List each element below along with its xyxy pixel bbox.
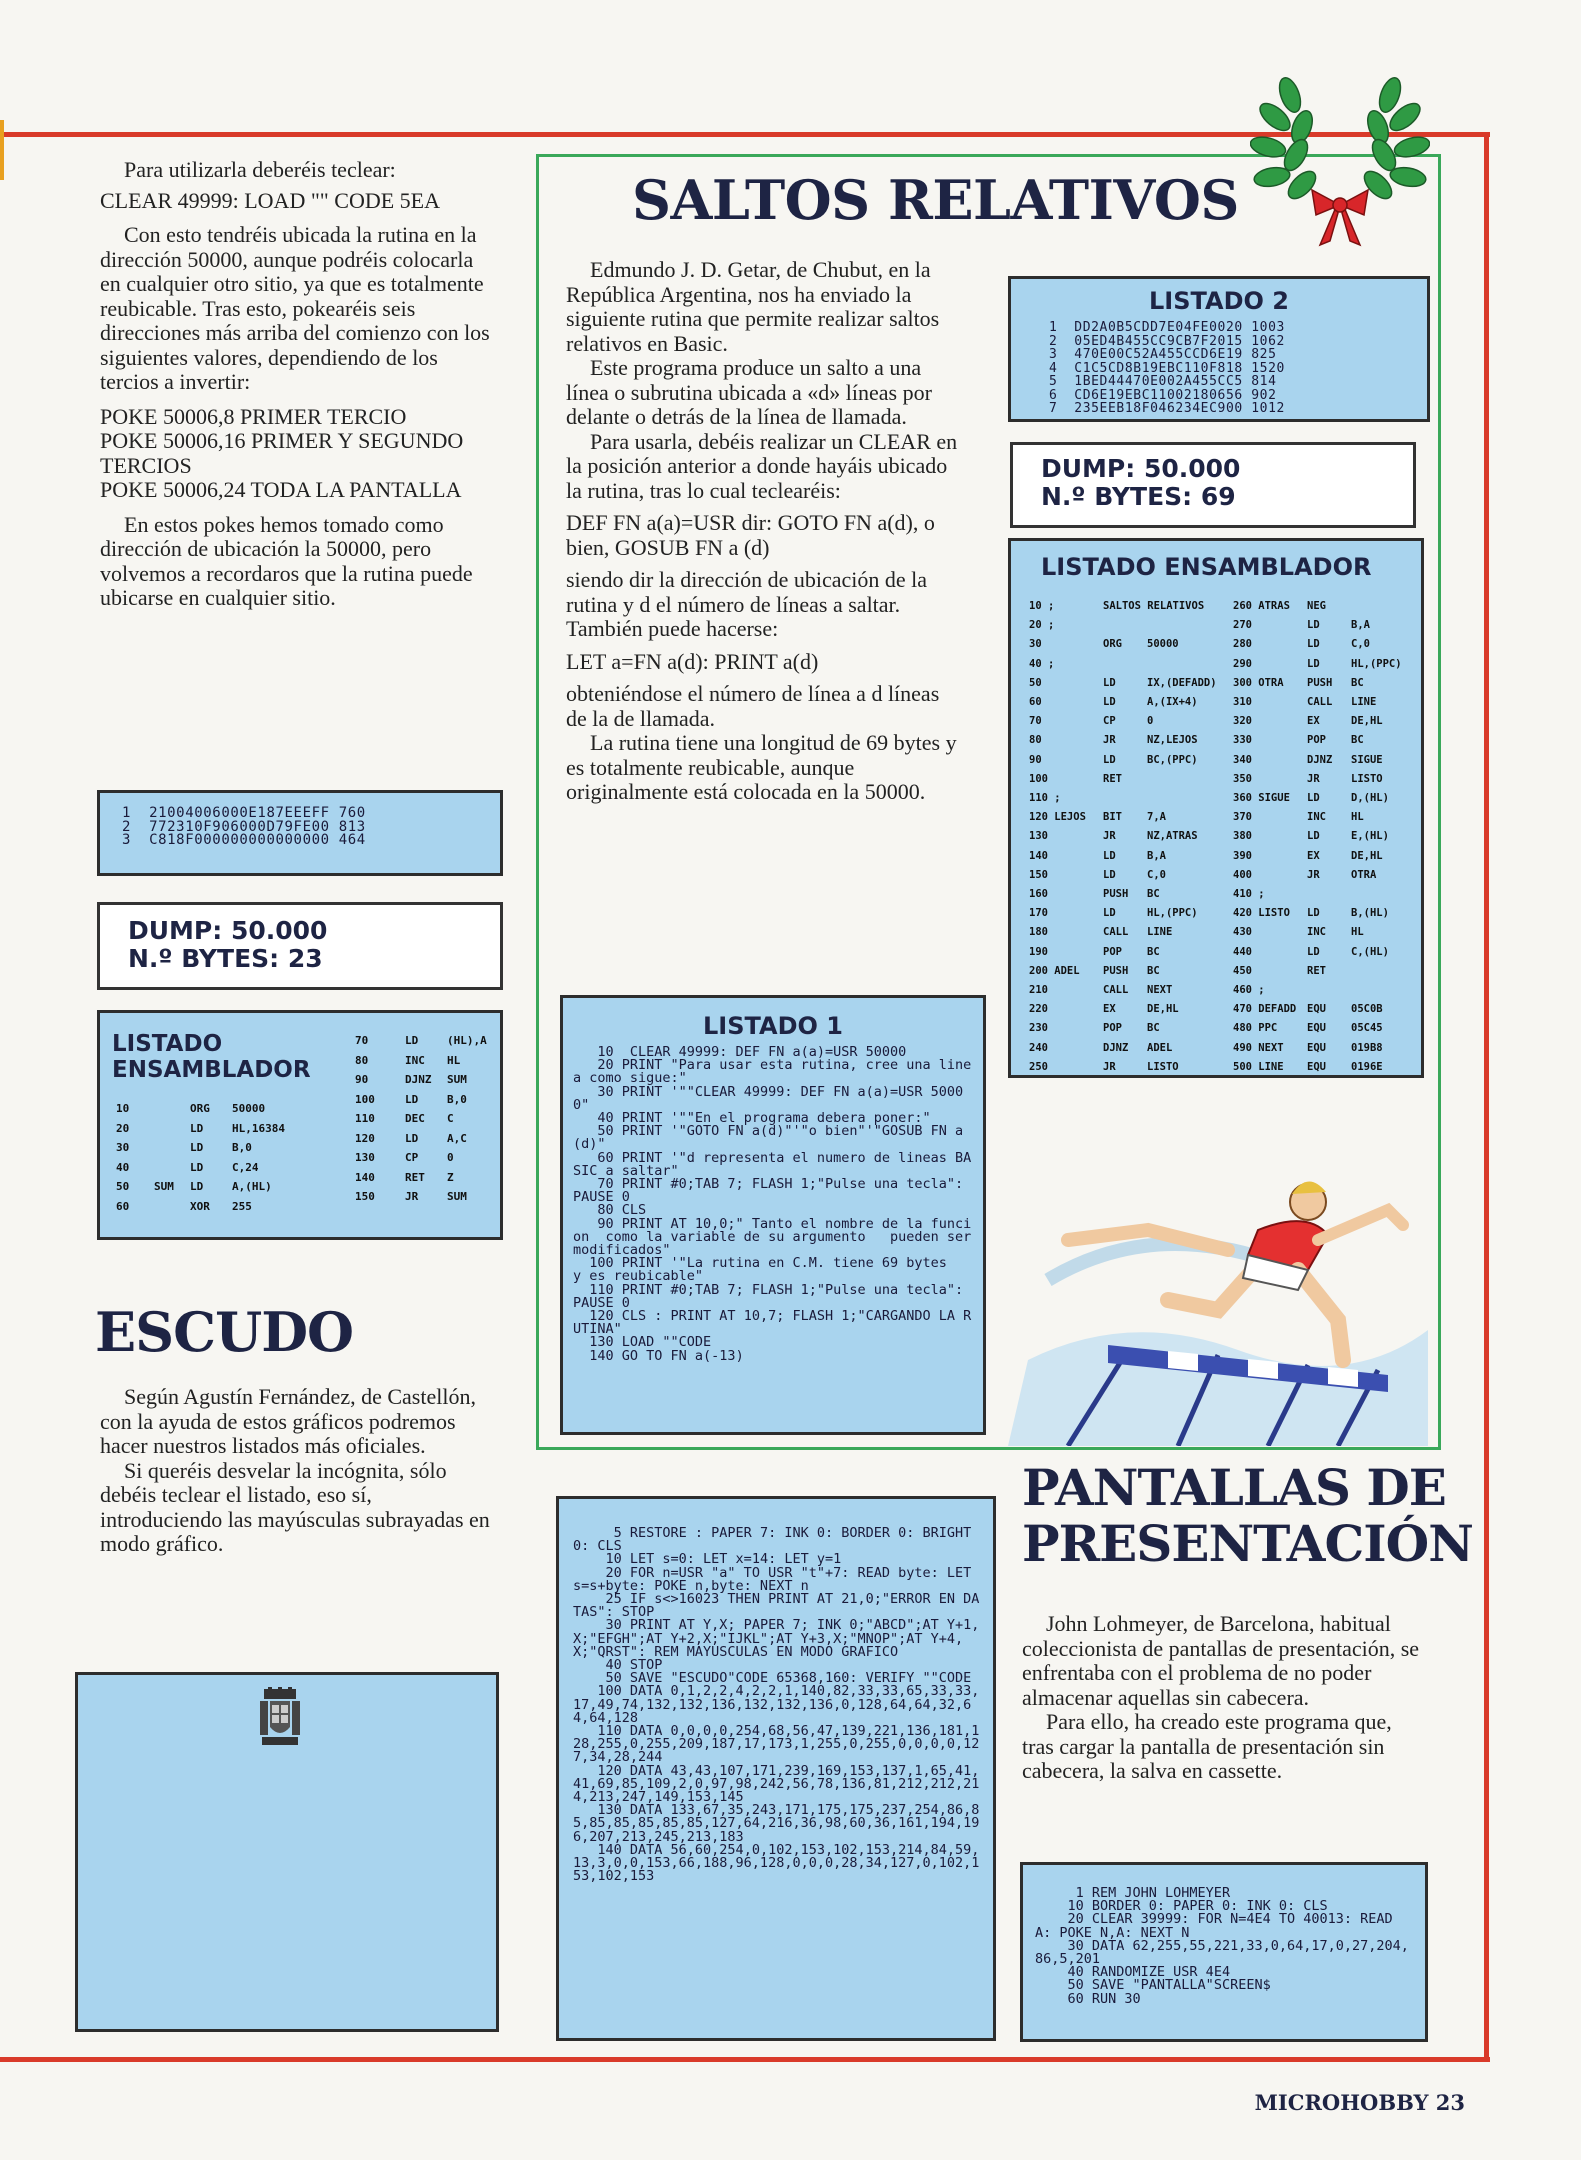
- asm2-cell: B,A: [1147, 849, 1166, 862]
- asm2-cell: [1103, 789, 1143, 808]
- asm2-cell: 270: [1233, 619, 1252, 632]
- asm2-cell: 30: [1029, 638, 1042, 651]
- asm2-cell: BC: [1351, 676, 1364, 689]
- listado-2-line: 2 05ED4B455CC9CB7F2015 1062: [1049, 333, 1285, 349]
- dump-box-1: [97, 902, 503, 990]
- bytes-count: N.º BYTES: 69: [1041, 482, 1236, 511]
- asm2-cell: LD: [1103, 696, 1116, 709]
- asm2-cell: 170: [1029, 907, 1048, 920]
- saltos-text: [566, 258, 958, 805]
- asm-cell: Z: [447, 1170, 454, 1184]
- asm2-cell: 420 LISTO: [1233, 907, 1290, 920]
- para-ubicada: Con esto tendréis ubicada la rutina en la dirección 50000, aunque podréis colocarla en cualquier otro sitio, ya que es totalmente reubicable. Tras esto, pokearéis seis direcciones más arriba del comienzo con los siguientes valores, dependiendo de los tercios a invertir:: [100, 222, 490, 394]
- asm2-cell: LISTO: [1147, 1060, 1179, 1073]
- asm-cell: 70: [355, 1034, 369, 1047]
- asm-cell: CP: [405, 1151, 419, 1164]
- asm2-cell: INC: [1307, 926, 1326, 939]
- asm-cell: 150: [355, 1190, 375, 1203]
- asm2-cell: EQU: [1307, 1041, 1326, 1054]
- asm2-cell: NZ,LEJOS: [1147, 734, 1198, 747]
- asm2-cell: [1147, 655, 1235, 674]
- asm-cell: HL,16384: [232, 1121, 285, 1135]
- asm2-cell: LD: [1307, 619, 1320, 632]
- asm2-cell: PUSH: [1103, 964, 1129, 977]
- asm2-cell: 490 NEXT: [1233, 1041, 1284, 1054]
- asm2-cell: HL: [1351, 926, 1364, 939]
- asm2-cell: BC: [1147, 888, 1160, 901]
- asm2-cell: 130: [1029, 830, 1048, 843]
- hex-listing-box: [97, 790, 503, 876]
- asm2-cell: 019B8: [1351, 1041, 1383, 1054]
- asm-cell: 50000: [232, 1102, 266, 1115]
- asm-cell: LD: [190, 1160, 204, 1174]
- asm-cell: 40: [116, 1160, 130, 1174]
- asm-cell: [393, 1031, 397, 1051]
- asm2-cell: OTRA: [1351, 868, 1377, 881]
- asm2-cell: 390: [1233, 849, 1252, 862]
- asm-cell: C: [447, 1112, 454, 1125]
- asm-cell: B,0: [232, 1141, 252, 1154]
- asm2-cell: [1147, 789, 1235, 808]
- asm-cell: JR: [405, 1190, 419, 1203]
- asm2-cell: 480 PPC: [1233, 1022, 1278, 1035]
- saltos-title: SALTOS RELATIVOS: [632, 168, 1239, 232]
- asm2-rows-b: [1233, 597, 1439, 1077]
- asm2-cell: 20 ;: [1029, 619, 1055, 632]
- asm2-cell: [1147, 770, 1235, 789]
- laurel-wreath-icon: [1250, 55, 1430, 255]
- asm2-cell: B,(HL): [1351, 907, 1389, 920]
- asm2-cell: [1351, 597, 1439, 616]
- asm2-cell: 370: [1233, 811, 1252, 824]
- asm-listing-box-1: [97, 1010, 503, 1240]
- asm2-cell: LINE: [1147, 926, 1173, 939]
- asm2-cell: DJNZ: [1307, 753, 1333, 766]
- asm2-cell: 140: [1029, 849, 1048, 862]
- asm2-cell: EQU: [1307, 1003, 1326, 1016]
- asm-cell: LD: [190, 1180, 204, 1193]
- listado-2-box: [1008, 276, 1430, 422]
- poke-line-1: POKE 50006,8 PRIMER TERCIO: [100, 403, 407, 429]
- page-footer: MICROHOBBY 23: [1254, 2090, 1465, 2115]
- dump-box-2: [1010, 442, 1416, 528]
- asm2-cell: JR: [1103, 830, 1116, 843]
- asm-cell: 60: [116, 1199, 130, 1213]
- asm2-cell: [1103, 655, 1143, 674]
- asm2-cell: LD: [1103, 676, 1116, 689]
- asm2-cell: C,0: [1351, 638, 1370, 651]
- asm2-cell: LD: [1307, 945, 1320, 958]
- asm-cell: INC: [405, 1053, 425, 1067]
- hex-line: 3 C818F000000000000000 464: [122, 832, 366, 848]
- asm-cell: [393, 1051, 397, 1071]
- asm2-cell: HL: [1351, 811, 1364, 824]
- saltos-para-3: Para usarla, debéis realizar un CLEAR en la posición anterior a donde hayáis ubicado la rutina, tras lo cual teclearéis:: [566, 428, 958, 503]
- asm-cell: [393, 1148, 397, 1168]
- asm2-cell: LD: [1103, 868, 1116, 881]
- asm2-cell: 430: [1233, 926, 1252, 939]
- poke-line-3: POKE 50006,24 TODA LA PANTALLA: [100, 477, 462, 502]
- asm2-cell: [1351, 981, 1439, 1000]
- asm2-cell: 350: [1233, 772, 1252, 785]
- asm2-cell: 80: [1029, 734, 1042, 747]
- asm-cell: 100: [355, 1092, 375, 1106]
- listado-2-code: [1011, 315, 1427, 416]
- asm2-cell: SIGUE: [1351, 753, 1383, 766]
- asm2-cell: DE,HL: [1351, 715, 1383, 728]
- asm-cell: 110: [355, 1112, 375, 1125]
- asm-cell: LD: [405, 1034, 419, 1047]
- coat-of-arms-icon: [258, 1687, 302, 1754]
- listado-2-line: 7 235EEB18F046234EC900 1012: [1049, 401, 1285, 416]
- dump-address: DUMP: 50.000: [128, 916, 328, 945]
- pantallas-para-2: Para ello, ha creado este programa que, tras cargar la pantalla de presentación sin cabecera, la salva en cassette.: [1022, 1709, 1392, 1783]
- asm2-cell: BC,(PPC): [1147, 753, 1198, 766]
- saltos-para-1: Edmundo J. D. Getar, de Chubut, en la República Argentina, nos ha enviado la siguiente rutina que permite realizar saltos relativos en Basic.: [566, 257, 940, 356]
- asm2-cell: POP: [1307, 734, 1326, 747]
- asm-cell: LD: [405, 1092, 419, 1106]
- asm2-cell: 50: [1029, 676, 1042, 689]
- saltos-para-5: siendo dir la dirección de ubicación de la rutina y d el número de líneas a saltar. También puede hacerse:: [566, 567, 928, 641]
- asm1-title-line: ENSAMBLADOR: [112, 1057, 311, 1083]
- asm2-cell: B,A: [1351, 619, 1370, 632]
- asm-cell: 0: [447, 1151, 454, 1164]
- asm2-cell: D,(HL): [1351, 792, 1389, 805]
- asm2-cell: JR: [1103, 734, 1116, 747]
- asm1-title-line: LISTADO: [112, 1031, 223, 1057]
- asm2-cell: 450: [1233, 964, 1252, 977]
- asm-cell: 140: [355, 1170, 375, 1184]
- asm1-rows-b: [355, 1031, 507, 1207]
- asm2-cell: 0: [1147, 715, 1154, 728]
- asm2-cell: JR: [1103, 1060, 1116, 1073]
- asm2-cell: 110 ;: [1029, 792, 1061, 805]
- asm2-cell: 250: [1029, 1060, 1048, 1073]
- asm2-cell: 40 ;: [1029, 657, 1055, 670]
- asm2-cell: 320: [1233, 715, 1252, 728]
- asm2-cell: 340: [1233, 753, 1252, 766]
- asm2-cell: HL,(PPC): [1147, 907, 1198, 920]
- asm2-cell: 10 ;: [1029, 600, 1055, 612]
- asm2-cell: EQU: [1307, 1060, 1326, 1073]
- asm2-cell: LD: [1307, 830, 1320, 843]
- asm2-cell: LD: [1307, 638, 1320, 651]
- asm2-cell: JR: [1307, 868, 1320, 881]
- asm-cell: C,24: [232, 1160, 259, 1174]
- asm2-cell: E,(HL): [1351, 830, 1389, 843]
- asm2-cell: [1147, 616, 1235, 635]
- asm-cell: [393, 1070, 397, 1090]
- listado-2-line: 3 470E00C52A455CCD6E19 825: [1049, 347, 1277, 362]
- asm-cell: XOR: [190, 1199, 210, 1213]
- asm2-cell: 300 OTRA: [1233, 676, 1284, 689]
- listado-1-box: [560, 995, 986, 1435]
- para-clear: CLEAR 49999: LOAD "" CODE 5EA: [100, 187, 441, 213]
- asm2-cell: [1307, 885, 1347, 904]
- asm-cell: 50: [116, 1180, 130, 1193]
- listado-2-title: LISTADO 2: [1149, 287, 1289, 315]
- saltos-para-6: LET a=FN a(d): PRINT a(d): [566, 648, 819, 674]
- escudo-para-1: Según Agustín Fernández, de Castellón, con la ayuda de estos gráficos podremos hacer nuestros listados más oficiales.: [100, 1384, 476, 1458]
- bottom-red-rule: [0, 2057, 1490, 2062]
- asm2-cell: 260 ATRAS: [1233, 600, 1290, 612]
- asm-cell: 120: [355, 1131, 375, 1145]
- asm2-cell: 330: [1233, 734, 1252, 747]
- asm-cell: DEC: [405, 1112, 425, 1125]
- asm2-cell: 180: [1029, 926, 1048, 939]
- asm2-cell: LD: [1103, 753, 1116, 766]
- asm2-cell: 200 ADEL: [1029, 964, 1080, 977]
- listado-1-title: LISTADO 1: [703, 1012, 843, 1040]
- pantallas-title: [1022, 1460, 1473, 1572]
- asm2-cell: ADEL: [1147, 1041, 1173, 1054]
- saltos-para-4: DEF FN a(a)=USR dir: GOTO FN a(d), o bien, GOSUB FN a (d): [566, 510, 935, 560]
- asm2-cell: 05C0B: [1351, 1003, 1383, 1016]
- escudo-text: [100, 1385, 490, 1557]
- saltos-para-7: obteniéndose el número de línea a d líneas de la de llamada.: [566, 681, 940, 731]
- asm2-cell: 120 LEJOS: [1029, 811, 1086, 824]
- asm2-cell: LD: [1307, 792, 1320, 805]
- asm2-cell: RET: [1103, 772, 1122, 785]
- asm-cell: 80: [355, 1053, 369, 1067]
- escudo-listing-code: 5 RESTORE : PAPER 7: INK 0: BORDER 0: BRIGHT 0: CLS 10 LET s=0: LET x=14: LET y=1 20 FOR n=USR "a" TO USR "t"+7: READ byte: LET s=s+byte: POKE n,byte: NEXT n 25 IF s<>16023 THEN PRINT AT 21,0;"ERROR EN DATAS": STOP 30 PRINT AT Y,X; PAPER 7; INK 0;"ABCD";AT Y+1,X;"EFGH";AT Y+2,X;"IJKL";AT Y+3,X;"MNOP";AT Y+4,X;"QRST": REM MAYUSCULAS EN MODO GRAFICO 40 STOP 50 SAVE "ESCUDO"CODE 65368,160: VERIFY ""CODE 100 DATA 0,1,2,2,4,2,2,1,140,82,33,33,65,33,33,17,49,74,132,132,136,132,132,136,0,128,64,64,32,64,64,128 110 DATA 0,0,0,0,254,68,56,47,139,221,136,181,128,255,0,255,209,187,17,173,1,255,0,255,0,0,0,0,127,34,28,244 120 DATA 43,43,107,171,239,169,153,137,1,65,41,41,69,85,109,2,0,97,98,242,56,78,136,81,212,212,214,213,247,149,153,145 130 DATA 133,67,35,243,171,175,175,237,254,86,85,85,85,85,85,85,127,64,216,36,98,60,36,161,194,196,207,213,245,213,183 140 DATA 56,60,254,0,102,153,102,153,214,84,59,13,3,0,0,153,66,188,96,128,0,0,0,28,34,127,0,102,153,102,153: [573, 1525, 980, 1885]
- asm-cell: [154, 1158, 182, 1178]
- asm2-cell: BC: [1147, 1022, 1160, 1035]
- asm2-cell: BC: [1351, 734, 1364, 747]
- asm2-cell: LD: [1103, 907, 1116, 920]
- asm-cell: LD: [190, 1141, 204, 1154]
- asm2-cell: 290: [1233, 657, 1252, 670]
- asm-cell: A,C: [447, 1131, 467, 1145]
- asm2-cell: [1351, 885, 1439, 904]
- asm2-cell: DE,HL: [1351, 849, 1383, 862]
- asm2-cell: RET: [1307, 964, 1326, 977]
- asm2-cell: HL,(PPC): [1351, 657, 1402, 670]
- asm2-cell: LD: [1307, 907, 1320, 920]
- listado-2-line: 4 C1C5CD8B19EBC110F818 1520: [1049, 360, 1285, 376]
- para-intro: Para utilizarla deberéis teclear:: [124, 157, 396, 182]
- bytes-count: N.º BYTES: 23: [128, 944, 323, 973]
- asm-cell: LD: [190, 1121, 204, 1135]
- asm2-cell: BIT: [1103, 811, 1122, 824]
- asm1-rows-a: [116, 1099, 332, 1216]
- left-intro-text: [100, 158, 490, 611]
- asm2-cell: DJNZ: [1103, 1041, 1129, 1054]
- asm2-cell: LINE: [1351, 696, 1377, 709]
- asm2-cell: JR: [1307, 772, 1320, 785]
- asm2-cell: PUSH: [1307, 676, 1333, 689]
- asm-cell: 20: [116, 1121, 130, 1135]
- asm-cell: B,0: [447, 1092, 467, 1106]
- escudo-title: ESCUDO: [95, 1300, 354, 1364]
- poke-line-2: POKE 50006,16 PRIMER Y SEGUNDO TERCIOS: [100, 428, 464, 478]
- pantallas-para-1: John Lohmeyer, de Barcelona, habitual coleccionista de pantallas de presentación, se enfrentaba con el problema de no poder almacenar aquellas sin cabecera.: [1022, 1611, 1420, 1710]
- asm2-cell: 60: [1029, 696, 1042, 709]
- escudo-screen-box: [75, 1672, 499, 2032]
- asm2-cell: ORG: [1103, 638, 1122, 651]
- asm2-cell: 380: [1233, 830, 1252, 843]
- asm2-cell: 470 DEFADD: [1233, 1003, 1297, 1016]
- asm2-cell: DE,HL: [1147, 1003, 1179, 1016]
- asm-cell: [154, 1138, 182, 1158]
- asm2-cell: 440: [1233, 945, 1252, 958]
- saltos-para-2: Este programa produce un salto a una línea o subrutina ubicada a «d» líneas por delante o detrás de la línea de llamada.: [566, 355, 932, 429]
- asm2-cell: [1147, 597, 1235, 616]
- right-red-rule: [1484, 132, 1489, 2062]
- asm-cell: RET: [405, 1170, 425, 1184]
- hex-line: 1 21004006000E187EEEFF 760: [122, 805, 366, 821]
- asm2-cell: INC: [1307, 811, 1326, 824]
- hex-line: 2 772310F906000D79FE00 813: [122, 818, 366, 835]
- pantallas-listing-box: [1020, 1862, 1428, 2042]
- asm2-cell: NEXT: [1147, 984, 1173, 997]
- asm2-cell: 460 ;: [1233, 984, 1265, 997]
- asm2-cell: BC: [1147, 964, 1160, 977]
- asm-cell: 10: [116, 1102, 130, 1115]
- asm2-cell: EQU: [1307, 1022, 1326, 1035]
- asm2-cell: C,0: [1147, 868, 1166, 881]
- asm2-cell: C,(HL): [1351, 945, 1389, 958]
- asm-cell: [154, 1197, 182, 1217]
- asm2-cell: A,(IX+4): [1147, 696, 1198, 709]
- asm2-cell: 220: [1029, 1003, 1048, 1016]
- asm2-cell: 160: [1029, 888, 1048, 901]
- asm2-cell: 70: [1029, 715, 1042, 728]
- asm2-cell: PUSH: [1103, 888, 1129, 901]
- asm-cell: [393, 1187, 397, 1207]
- asm-cell: 90: [355, 1073, 369, 1086]
- asm2-cell: CALL: [1307, 696, 1333, 709]
- asm-cell: [154, 1119, 182, 1139]
- asm2-cell: LD: [1103, 849, 1116, 862]
- asm2-cell: EX: [1307, 849, 1320, 862]
- para-pokes: En estos pokes hemos tomado como dirección de ubicación la 50000, pero volvemos a recordaros que la rutina puede ubicarse en cualquier sitio.: [100, 511, 473, 610]
- saltos-para-8: La rutina tiene una longitud de 69 bytes y es totalmente reubicable, aunque originalmente está colocada en la 50000.: [566, 730, 957, 804]
- asm2-cell: 7,A: [1147, 811, 1166, 824]
- asm2-cell: CP: [1103, 715, 1116, 728]
- pantallas-title-line: PRESENTACIÓN: [1022, 1514, 1473, 1573]
- asm2-cell: EX: [1307, 715, 1320, 728]
- asm2-cell: CALL: [1103, 926, 1129, 939]
- asm2-cell: EX: [1103, 1003, 1116, 1016]
- listado-1-code: 10 CLEAR 49999: DEF FN a(a)=USR 50000 20 PRINT "Para usar esta rutina, cree una linea como sigue:" 30 PRINT '""CLEAR 49999: DEF FN a(a)=USR 50000" 40 PRINT '""En el programa debera poner:" 50 PRINT '"GOTO FN a(d)"'"o bien"'"GOSUB FN a(d)" 60 PRINT '"d representa el numero de lineas BASIC a saltar" 70 PRINT #0;TAB 7; FLASH 1;"Pulse una tecla": PAUSE 0 80 CLS 90 PRINT AT 10,0;" Tanto el nombre de la funcion como la variable de su argumento pueden ser modificados" 100 PRINT '"La rutina en C.M. tiene 69 bytes y es reubicable" 110 PRINT #0;TAB 7; FLASH 1;"Pulse una tecla": PAUSE 0 120 CLS : PRINT AT 10,7; FLASH 1;"CARGANDO LA RUTINA" 130 LOAD ""CODE 140 GO TO FN a(-13): [573, 1044, 972, 1364]
- asm-cell: SUM: [154, 1180, 174, 1193]
- asm2-cell: 230: [1029, 1022, 1048, 1035]
- asm2-rows-a: [1029, 597, 1235, 1077]
- asm1-title: [112, 1031, 311, 1083]
- asm2-cell: LISTO: [1351, 772, 1383, 785]
- asm2-cell: 240: [1029, 1041, 1048, 1054]
- asm2-cell: 500 LINE: [1233, 1060, 1284, 1073]
- asm2-title: LISTADO ENSAMBLADOR: [1041, 553, 1372, 581]
- asm-cell: 255: [232, 1199, 252, 1213]
- asm-cell: [393, 1168, 397, 1188]
- asm2-cell: 310: [1233, 696, 1252, 709]
- asm2-cell: CALL: [1103, 984, 1129, 997]
- asm-cell: A,(HL): [232, 1180, 272, 1193]
- asm2-cell: 360 SIGUE: [1233, 792, 1290, 805]
- asm-cell: [393, 1129, 397, 1149]
- asm2-cell: 210: [1029, 984, 1048, 997]
- asm2-cell: NEG: [1307, 600, 1326, 612]
- asm-cell: 130: [355, 1151, 375, 1164]
- hurdler-illustration: [1008, 1160, 1428, 1446]
- asm2-cell: BC: [1147, 945, 1160, 958]
- asm2-cell: 50000: [1147, 638, 1179, 651]
- listado-2-line: 5 1BED44470E002A455CC5 814: [1049, 374, 1277, 389]
- asm2-cell: [1351, 962, 1439, 981]
- asm2-cell: 410 ;: [1233, 888, 1265, 901]
- asm2-cell: 400: [1233, 868, 1252, 881]
- asm2-cell: 90: [1029, 753, 1042, 766]
- asm2-cell: [1307, 981, 1347, 1000]
- escudo-para-2: Si queréis desvelar la incógnita, sólo debéis teclear el listado, eso sí, introduciendo las mayúsculas subrayadas en modo gráfico.: [100, 1457, 490, 1556]
- listado-2-line: 1 DD2A0B5CDD7E04FE0020 1003: [1049, 320, 1285, 335]
- asm-cell: [154, 1099, 182, 1119]
- escudo-listing-box: [556, 1496, 996, 2041]
- asm2-cell: 05C45: [1351, 1022, 1383, 1035]
- asm-cell: (HL),A: [447, 1034, 487, 1047]
- asm-cell: SUM: [447, 1190, 467, 1203]
- pantallas-title-line: PANTALLAS DE: [1022, 1458, 1446, 1517]
- asm-cell: SUM: [447, 1073, 467, 1086]
- asm2-cell: 150: [1029, 868, 1048, 881]
- asm-cell: [393, 1090, 397, 1110]
- asm-cell: ORG: [190, 1102, 210, 1115]
- asm-cell: [393, 1109, 397, 1129]
- asm2-cell: 100: [1029, 772, 1048, 785]
- asm-cell: HL: [447, 1053, 461, 1067]
- asm2-cell: [1103, 616, 1143, 635]
- asm-cell: LD: [405, 1131, 419, 1145]
- dump-address: DUMP: 50.000: [1041, 454, 1241, 483]
- pantallas-text: [1022, 1612, 1422, 1784]
- asm2-cell: POP: [1103, 945, 1122, 958]
- asm2-cell: LD: [1307, 657, 1320, 670]
- pantallas-listing-code: 1 REM JOHN LOHMEYER 10 BORDER 0: PAPER 0: INK 0: CLS 20 CLEAR 39999: FOR N=4E4 TO 40013: READ A: POKE N,A: NEXT N 30 DATA 62,255,55,221,33,0,64,17,0,27,204,86,5,201 40 RANDOMIZE USR 4E4 50 SAVE "PANTALLA"SCREEN$ 60 RUN 30: [1035, 1885, 1409, 2007]
- asm2-cell: IX,(DEFADD): [1147, 676, 1217, 689]
- asm2-cell: NZ,ATRAS: [1147, 830, 1198, 843]
- asm-listing-box-2: [1008, 538, 1424, 1078]
- asm2-cell: 190: [1029, 945, 1048, 958]
- asm-cell: 30: [116, 1141, 130, 1154]
- asm-cell: DJNZ: [405, 1073, 432, 1086]
- listado-2-line: 6 CD6E19EBC11002180656 902: [1049, 387, 1277, 403]
- asm2-cell: SALTOS RELATIVOS: [1103, 600, 1205, 612]
- asm2-cell: 0196E: [1351, 1060, 1383, 1073]
- asm2-cell: POP: [1103, 1022, 1122, 1035]
- asm2-cell: 280: [1233, 638, 1252, 651]
- edge-mark: [0, 120, 4, 180]
